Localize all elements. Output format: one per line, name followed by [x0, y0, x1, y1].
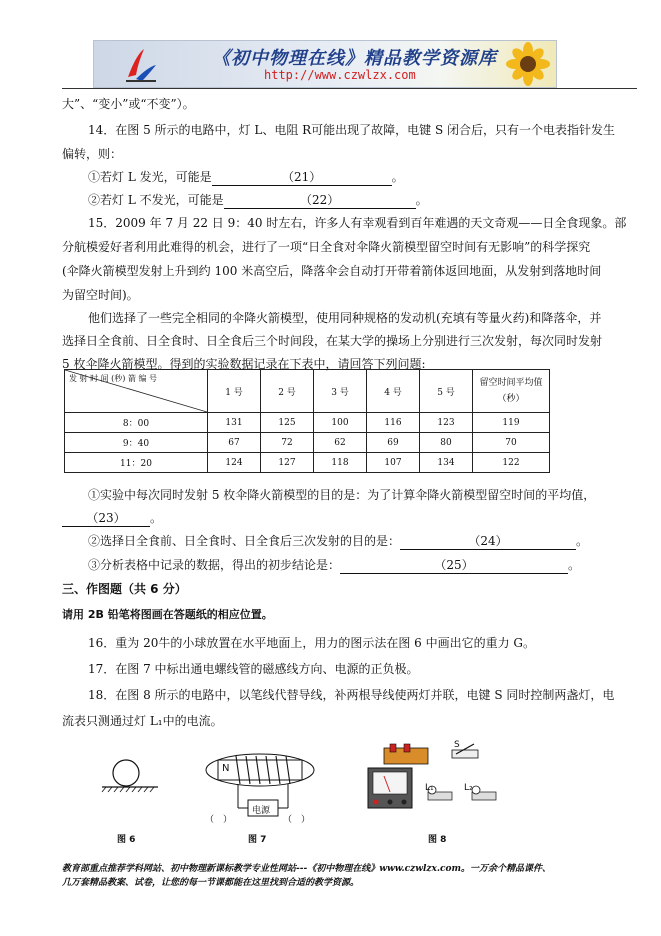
figure-6-ball-diagram — [100, 755, 160, 800]
time-cell: 9：40 — [65, 433, 208, 453]
value-cell: 122 — [473, 453, 550, 473]
figure-8-circuit-diagram — [362, 740, 502, 822]
time-cell: 11：20 — [65, 453, 208, 473]
text-line: 流表只测通过灯 L₁中的电流。 — [62, 714, 223, 728]
experiment-data-table — [64, 369, 550, 473]
text: 。 — [391, 170, 404, 184]
polarity-paren-left: （ ） — [205, 815, 233, 825]
footer-line-1: 教育部重点推荐学科网站、初中物理新课标教学专业性网站---《初中物理在线》www.czwlzx.com。一万余个精品课件、 — [62, 864, 552, 874]
text-line: 偏转，则： — [62, 147, 123, 161]
battery-icon — [384, 744, 428, 764]
text-line: 5 枚伞降火箭模型。得到的实验数据记录在下表中，请回答下列问题: — [62, 357, 426, 371]
lamp-l2-label: L₂ — [464, 783, 473, 793]
value-cell: 134 — [420, 453, 473, 473]
header-cell: 5 号 — [420, 370, 473, 413]
header-cell: 1 号 — [208, 370, 261, 413]
figure-8-caption: 图 8 — [428, 835, 447, 845]
switch-s-label: S — [454, 740, 460, 750]
header-divider — [62, 88, 637, 89]
question-16: 16．重为 20牛的小球放置在水平地面上，用力的图示法在图 6 中画出它的重力 G。 — [88, 636, 536, 650]
value-cell: 107 — [367, 453, 420, 473]
question-15: 15．2009 年 7 月 22 日 9：40 时左右，许多人有幸观看到百年难遇的天文奇观——日全食现象。部 — [88, 216, 627, 230]
value-cell: 125 — [261, 413, 314, 433]
section-note: 请用 2B 铅笔将图画在答题纸的相应位置。 — [62, 608, 273, 621]
power-source-label: 电源 — [252, 806, 271, 816]
question-17: 17．在图 7 中标出通电螺线管的磁感线方向、电源的正负极。 — [88, 662, 419, 676]
blank-21[interactable]: （21） — [212, 168, 392, 186]
text: 。 — [576, 534, 589, 548]
header-cell: 2 号 — [261, 370, 314, 413]
header-cell: 4 号 — [367, 370, 420, 413]
text: 。 — [415, 193, 428, 207]
text-line: 他们选择了一些完全相同的伞降火箭模型，使用同种规格的发动机(充填有等量火药)和降落伞，并 — [88, 311, 602, 325]
site-logo-icon — [122, 45, 158, 83]
ammeter-icon — [368, 768, 412, 808]
text: 。 — [568, 558, 581, 572]
polarity-paren-right: （ ） — [283, 815, 311, 825]
blank-25[interactable]: （25） — [340, 556, 568, 574]
text-line: 选择日全食前、日全食时、日全食后三个时间段，在某大学的操场上分别进行三次发射，每次同时发射 — [62, 334, 603, 348]
blank-24[interactable]: （24） — [400, 532, 576, 550]
value-cell: 72 — [261, 433, 314, 453]
figure-7-caption: 图 7 — [248, 835, 267, 845]
value-cell: 70 — [473, 433, 550, 453]
blank-22[interactable]: （22） — [224, 191, 416, 209]
value-cell: 131 — [208, 413, 261, 433]
table-row — [65, 453, 550, 473]
text-line: 为留空时间)。 — [62, 288, 139, 302]
value-cell: 123 — [420, 413, 473, 433]
answer-line-24 — [88, 532, 588, 550]
value-cell: 118 — [314, 453, 367, 473]
text-line: 分航模爱好者利用此难得的机会，进行了一项“日全食对伞降火箭模型留空时间有无影响”的科学探究 — [62, 240, 591, 254]
text-line: ①实验中每次同时发射 5 枚伞降火箭模型的目的是：为了计算伞降火箭模型留空时间的平均值， — [88, 488, 596, 502]
text: ③分析表格中记录的数据，得出的初步结论是： — [88, 558, 341, 572]
blank-23[interactable]: （23） — [62, 509, 150, 527]
corner-label: 发 射 时 间 (秒) 箭 编 号 — [69, 374, 158, 383]
table-row — [65, 413, 550, 433]
footer-text — [62, 862, 551, 890]
banner-url[interactable]: http://www.czwlzx.com — [264, 68, 416, 82]
banner-title: 《初中物理在线》精品教学资源库 — [212, 48, 497, 69]
table-corner-cell — [65, 370, 208, 413]
value-cell: 100 — [314, 413, 367, 433]
value-cell: 119 — [473, 413, 550, 433]
header-cell: 3 号 — [314, 370, 367, 413]
sunflower-image — [486, 41, 556, 87]
answer-line-25 — [88, 556, 580, 574]
text: ①若灯 L 发光，可能是 — [88, 170, 212, 184]
answer-line-23 — [62, 509, 162, 527]
lamp-l2-icon — [472, 786, 496, 800]
table-row — [65, 433, 550, 453]
header-cell: 留空时间平均值（秒） — [473, 370, 550, 413]
header-banner — [93, 40, 557, 88]
question-14: 14．在图 5 所示的电路中，灯 L、电阻 R可能出现了故障，电键 S 闭合后，只有一个电表指针发生 — [88, 123, 616, 137]
time-cell: 8：00 — [65, 413, 208, 433]
lamp-l1-label: L₁ — [425, 783, 434, 793]
answer-line-22 — [88, 191, 428, 209]
value-cell: 116 — [367, 413, 420, 433]
question-18: 18．在图 8 所示的电路中，以笔线代替导线，补两根导线使两灯并联，电键 S 同时控制两盏灯，电 — [88, 688, 615, 702]
value-cell: 127 — [261, 453, 314, 473]
text-line: 大”、“变小”或“不变”）。 — [62, 97, 195, 111]
text: 。 — [150, 511, 163, 525]
value-cell: 124 — [208, 453, 261, 473]
answer-line-21 — [88, 168, 404, 186]
value-cell: 67 — [208, 433, 261, 453]
value-cell: 80 — [420, 433, 473, 453]
footer-line-2: 几万套精品教案、试卷，让您的每一节课都能在这里找到合适的教学资源。 — [62, 878, 360, 888]
section-heading: 三、作图题（共 6 分） — [62, 582, 187, 596]
solenoid-n-label: N — [222, 763, 230, 774]
text-line: (伞降火箭模型发射上升到约 100 米高空后，降落伞会自动打开带着箭体返回地面，从发射到落地时间 — [62, 264, 602, 278]
value-cell: 69 — [367, 433, 420, 453]
figure-6-caption: 图 6 — [117, 835, 136, 845]
value-cell: 62 — [314, 433, 367, 453]
text: ②若灯 L 不发光，可能是 — [88, 193, 224, 207]
text: ②选择日全食前、日全食时、日全食后三次发射的目的是： — [88, 534, 401, 548]
